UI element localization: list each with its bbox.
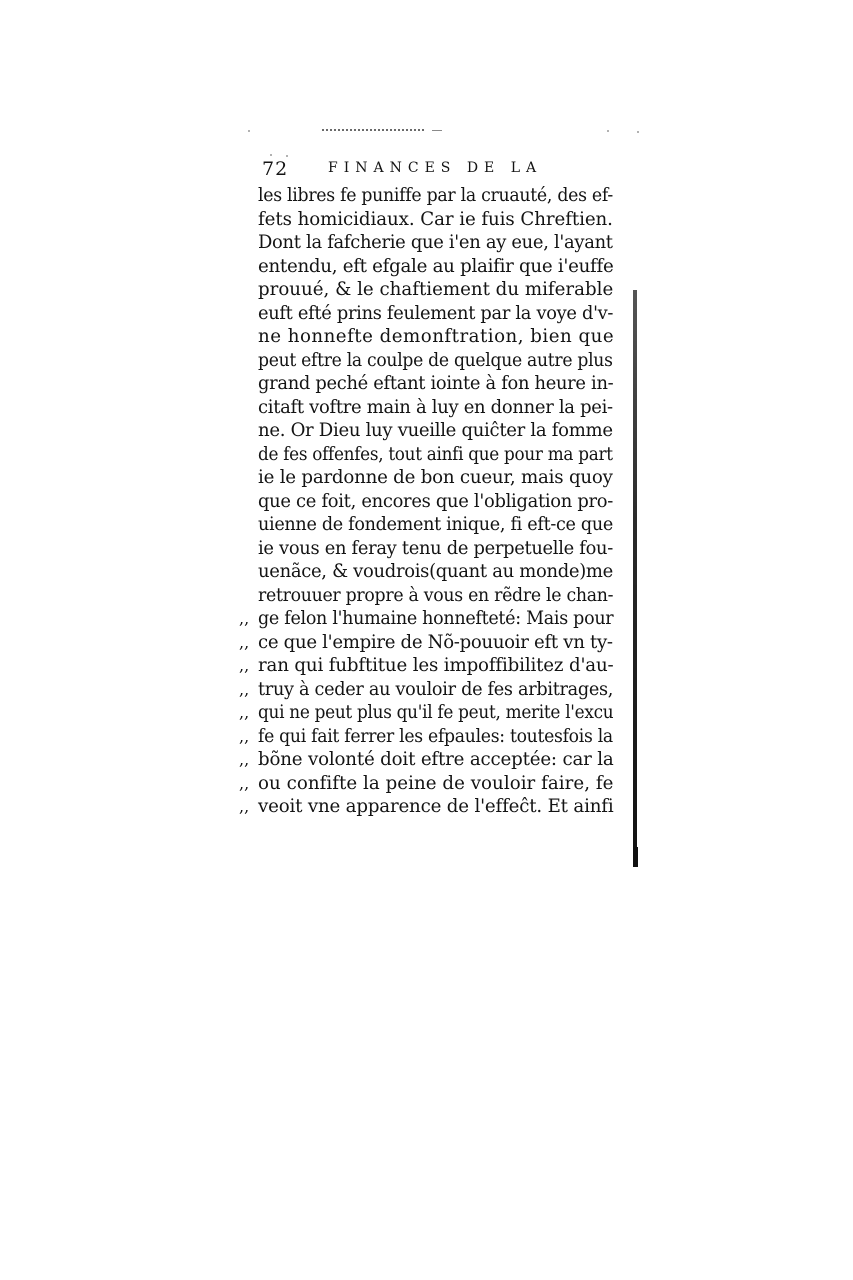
scan-speck xyxy=(248,130,250,132)
quotation-marker: ,, xyxy=(239,773,250,793)
page-number: 72 xyxy=(262,158,289,180)
text-line xyxy=(258,255,613,279)
body-text xyxy=(239,184,615,819)
line-text: citaft voftre main à luy en donner la pei- xyxy=(258,396,613,418)
line-text: Dont la fafcherie que i'en ay eue, l'ayant xyxy=(258,232,613,253)
quotation-marker: ,, xyxy=(239,797,250,816)
line-text: que ce foit, encores que l'obligation pro- xyxy=(258,490,614,512)
quotation-marker: ,, xyxy=(239,609,250,628)
line-text: fets homicidiaux. Car ie fuis Chreftien. xyxy=(258,208,613,230)
line-text: entendu, eft efgale au plaifir que i'euffe xyxy=(258,255,614,277)
line-text: ie vous en feray tenu de perpetuelle fou- xyxy=(258,537,613,559)
line-text: euft efté prins feulement par la voye d'v- xyxy=(258,302,614,324)
text-line xyxy=(258,490,613,514)
line-text: truy à ceder au vouloir de fes arbitrages, xyxy=(258,678,614,700)
top-ornament-rule xyxy=(322,129,424,131)
text-line xyxy=(258,231,613,255)
running-title: FINANCES DE LA xyxy=(328,160,543,176)
text-line xyxy=(258,513,613,537)
line-text: bõne volonté doit eftre acceptée: car la xyxy=(258,749,614,770)
text-line xyxy=(258,560,613,584)
text-line xyxy=(239,725,613,749)
line-text: ne honnefte demonftration, bien que xyxy=(258,326,615,347)
line-text: prouué, & le chaftiement du miferable xyxy=(258,279,614,300)
scan-speck xyxy=(637,131,639,133)
line-text: fe qui fait ferrer les efpaules: toutesfois la xyxy=(258,725,613,747)
text-line xyxy=(239,701,614,725)
text-line xyxy=(258,325,613,349)
line-text: ce que l'empire de Nõ-pouuoir eft vn ty- xyxy=(258,631,613,653)
line-text: peut eftre la coulpe de quelque autre plus xyxy=(258,349,613,371)
text-line xyxy=(239,654,614,678)
text-line xyxy=(239,607,614,631)
quotation-marker: ,, xyxy=(239,750,250,769)
text-line xyxy=(258,537,613,561)
line-text: uienne de fondement inique, fi eft-ce que xyxy=(258,514,613,535)
quotation-marker: ,, xyxy=(239,679,250,699)
quotation-marker: ,, xyxy=(239,726,250,746)
line-text: retrouuer propre à vous en rẽdre le chan- xyxy=(258,584,614,606)
quotation-marker: ,, xyxy=(239,632,250,652)
text-line xyxy=(258,584,613,608)
text-line xyxy=(239,631,613,655)
text-line xyxy=(258,302,613,326)
text-line xyxy=(239,772,614,796)
text-line xyxy=(258,278,613,302)
book-page xyxy=(240,146,620,819)
line-text: qui ne peut plus qu'il fe peut, merite l'excu xyxy=(258,702,614,723)
text-line xyxy=(239,678,614,702)
line-text: de fes offenfes, tout ainfi que pour ma part xyxy=(258,443,613,465)
line-text: veoit vne apparence de l'effeĉt. Et ainfi xyxy=(258,796,614,817)
top-ornament-tail xyxy=(432,130,442,131)
text-line xyxy=(258,396,613,420)
scan-speck xyxy=(607,130,609,132)
line-text: ou confifte la peine de vouloir faire, fe xyxy=(258,772,614,794)
line-text: uenãce, & voudrois(quant au monde)me xyxy=(258,561,613,582)
text-line xyxy=(258,443,613,467)
text-line xyxy=(258,208,613,232)
quotation-marker: ,, xyxy=(239,656,250,675)
quotation-marker: ,, xyxy=(239,703,250,722)
line-text: ge felon l'humaine honnefteté: Mais pour xyxy=(258,608,614,629)
line-text: ne. Or Dieu luy vueille quiĉter la fomme xyxy=(258,420,613,441)
scan-edge-bar-end xyxy=(633,847,638,867)
running-head xyxy=(240,146,620,184)
scan-edge-bar xyxy=(633,290,637,866)
text-line xyxy=(258,372,613,396)
text-line xyxy=(258,349,613,373)
text-line xyxy=(258,419,613,443)
line-text: grand peché eftant iointe à fon heure in- xyxy=(258,373,614,394)
line-text: les libres fe puniffe par la cruauté, des ef- xyxy=(258,185,613,206)
text-line xyxy=(239,748,614,772)
line-text: ran qui fubftitue les impoffibilitez d'au- xyxy=(258,655,614,676)
line-text: ie le pardonne de bon cueur, mais quoy xyxy=(258,467,613,488)
text-line xyxy=(258,184,613,208)
text-line xyxy=(239,795,614,819)
text-line xyxy=(258,466,613,490)
